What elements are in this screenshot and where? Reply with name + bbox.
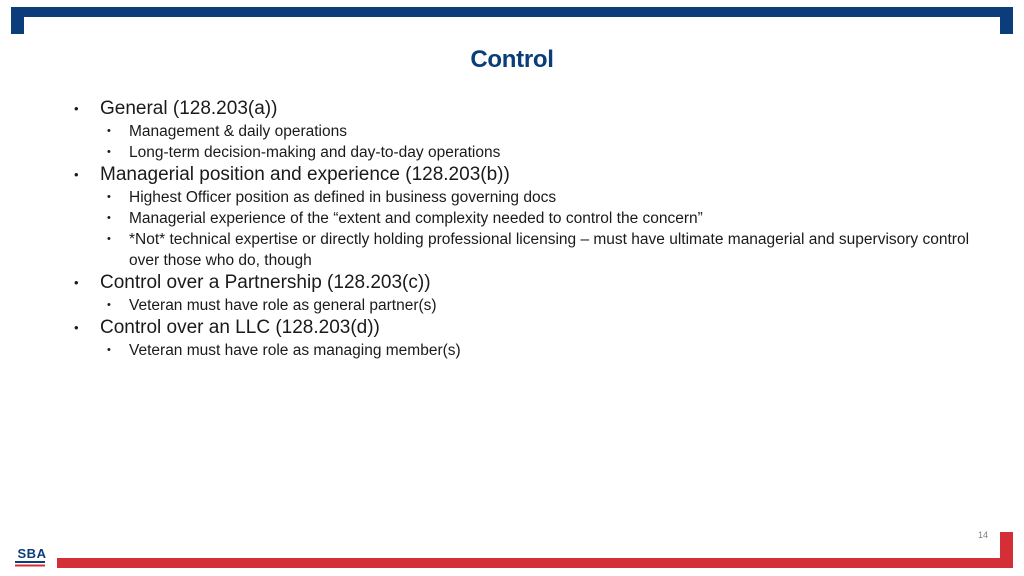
bullet-icon: • xyxy=(107,212,111,224)
bullet-icon: • xyxy=(74,275,79,290)
bullet-item xyxy=(74,271,974,295)
sub-bullet-text: *Not* technical expertise or directly holding professional licensing – must have ultimate managerial and supervisory control over those who do, though xyxy=(129,231,970,269)
sub-bullet-text: Highest Officer position as defined in business governing docs xyxy=(129,189,557,206)
bullet-icon: • xyxy=(74,320,79,335)
bullet-icon: • xyxy=(107,299,111,311)
bullet-item xyxy=(74,97,974,121)
sub-bullet-item xyxy=(74,121,974,142)
bullet-icon: • xyxy=(107,344,111,356)
bottom-frame-right-corner xyxy=(1000,532,1013,568)
sub-bullet-item xyxy=(74,208,974,229)
bullet-icon: • xyxy=(74,101,79,116)
top-frame-bar xyxy=(11,7,1013,17)
sub-bullet-text: Management & daily operations xyxy=(129,123,347,140)
sub-bullet-item xyxy=(74,229,974,271)
sub-bullet-item xyxy=(74,340,974,361)
bullet-icon: • xyxy=(107,125,111,137)
sba-logo-text: SBA xyxy=(17,546,47,561)
bullet-list xyxy=(74,97,974,361)
page-number: 14 xyxy=(977,530,988,540)
sub-bullet-text: Managerial experience of the “extent and complexity needed to control the concern” xyxy=(129,210,703,227)
top-frame-right-corner xyxy=(1000,7,1013,34)
bottom-frame-bar xyxy=(57,558,1013,568)
bullet-icon: • xyxy=(107,146,111,158)
bullet-icon: • xyxy=(107,233,111,245)
bullet-text: Managerial position and experience (128.203(b)) xyxy=(100,164,510,185)
sub-bullet-text: Veteran must have role as general partner(s) xyxy=(129,297,437,314)
bullet-text: General (128.203(a)) xyxy=(100,98,278,119)
slide-title: Control xyxy=(470,46,554,73)
sub-bullet-item xyxy=(74,142,974,163)
sub-bullet-item xyxy=(74,187,974,208)
bullet-text: Control over a Partnership (128.203(c)) xyxy=(100,272,431,293)
bullet-icon: • xyxy=(107,191,111,203)
sba-logo-stripe-red xyxy=(15,565,45,567)
sba-logo-stripe-blue xyxy=(15,561,45,563)
sub-bullet-text: Veteran must have role as managing member(s) xyxy=(129,342,461,359)
top-frame-left-corner xyxy=(11,7,24,34)
bullet-item xyxy=(74,163,974,187)
bullet-item xyxy=(74,316,974,340)
sub-bullet-text: Long-term decision-making and day-to-day operations xyxy=(129,144,501,161)
sub-bullet-item xyxy=(74,295,974,316)
bullet-icon: • xyxy=(74,167,79,182)
sba-logo xyxy=(12,544,52,568)
bullet-text: Control over an LLC (128.203(d)) xyxy=(100,317,380,338)
